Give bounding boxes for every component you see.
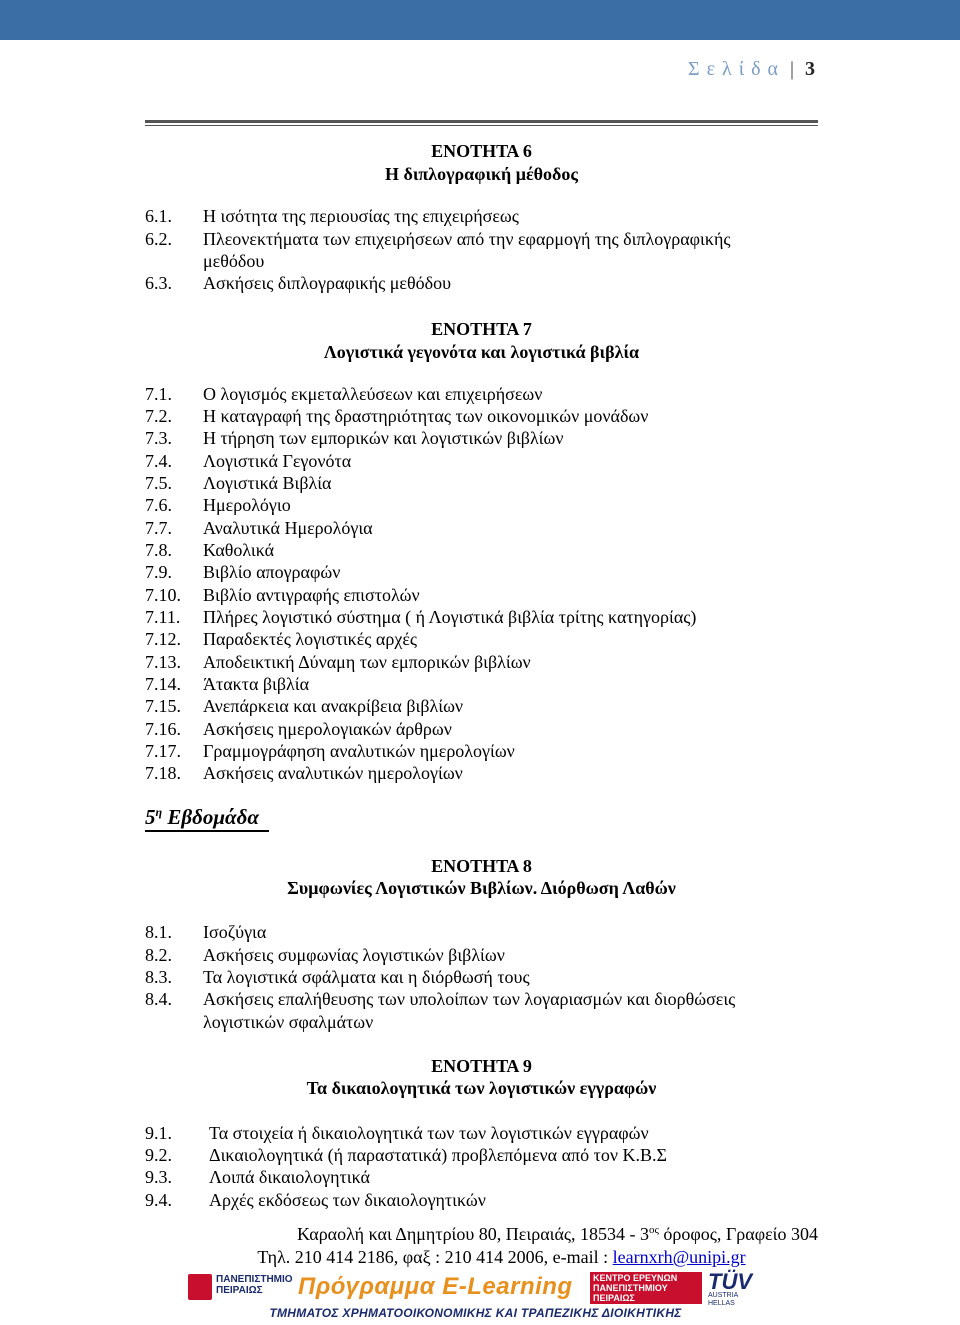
list-item-continuation: λογιστικών σφαλμάτων bbox=[203, 1012, 374, 1032]
list-item: 7.3. Η τήρηση των εμπορικών και λογιστικών βιβλίων bbox=[145, 428, 564, 448]
page-header bbox=[688, 58, 815, 81]
list-item: 9.4. Αρχές εκδόσεως των δικαιολογητικών bbox=[145, 1190, 486, 1210]
list-item: 6.2. Πλεονεκτήματα των επιχειρήσεων από την εφαρμογή της διπλογραφικής bbox=[145, 229, 731, 249]
unit9-title: ΕΝΟΤΗΤΑ 9 bbox=[431, 1056, 532, 1076]
list-item: 9.1. Τα στοιχεία ή δικαιολογητικά των των λογιστικών εγγραφών bbox=[145, 1123, 649, 1143]
list-item: 7.14. Άτακτα βιβλία bbox=[145, 674, 310, 694]
page-label: Σελίδα bbox=[687, 58, 785, 80]
unit7-title: ΕΝΟΤΗΤΑ 7 bbox=[431, 319, 532, 339]
list-item: 7.12. Παραδεκτές λογιστικές αρχές bbox=[145, 629, 418, 649]
list-item: 7.15. Ανεπάρκεια και ανακρίβεια βιβλίων bbox=[145, 696, 464, 716]
list-item: 7.2. Η καταγραφή της δραστηριότητας των οικονομικών μονάδων bbox=[145, 406, 649, 426]
list-item: 9.3. Λοιπά δικαιολογητικά bbox=[145, 1167, 370, 1187]
list-item: 7.16. Ασκήσεις ημερολογιακών άρθρων bbox=[145, 719, 452, 739]
university-logo: ΠΑΝΕΠΙΣΤΗΜΙΟ ΠΕΙΡΑΙΩΣ bbox=[188, 1272, 293, 1302]
page-number: 3 bbox=[805, 58, 815, 80]
list-item-continuation: μεθόδου bbox=[203, 251, 265, 271]
week-number: 5 bbox=[145, 805, 156, 829]
list-item: 6.1. Η ισότητα της περιουσίας της επιχειρήσεως bbox=[145, 206, 519, 226]
unit8-title: ΕΝΟΤΗΤΑ 8 bbox=[431, 856, 532, 876]
elearning-logo: Πρόγραμμα E-Learning bbox=[298, 1273, 573, 1300]
list-item: 7.17. Γραμμογράφηση αναλυτικών ημερολογίων bbox=[145, 741, 515, 761]
week-label: Εβδομάδα bbox=[167, 805, 260, 829]
university-shield-icon bbox=[188, 1274, 212, 1300]
list-item: 8.3. Τα λογιστικά σφάλματα και η διόρθωσή τους bbox=[145, 967, 530, 987]
footer-address: Καραολή και Δημητρίου 80, Πειραιάς, $18534 - 3^{o\varsigma}$ όροφος, Γραφείο 304 bbox=[296, 1224, 818, 1244]
unit9-subtitle: Τα δικαιολογητικά των λογιστικών εγγραφών bbox=[306, 1078, 657, 1098]
unit8-subtitle: Συμφωνίες Λογιστικών Βιβλίων. Διόρθωση Λαθών bbox=[287, 878, 676, 898]
list-item: 7.8. Καθολικά bbox=[145, 540, 275, 560]
list-item: 7.6. Ημερολόγιο bbox=[145, 495, 291, 515]
page-separator: | bbox=[789, 58, 794, 80]
unit6-title: ΕΝΟΤΗΤΑ 6 bbox=[431, 141, 532, 161]
list-item: 7.13. Αποδεικτική Δύναμη των εμπορικών βιβλίων bbox=[145, 652, 531, 672]
list-item: 7.7. Αναλυτικά Ημερολόγια bbox=[145, 518, 373, 538]
list-item: 8.2. Ασκήσεις συμφωνίας λογιστικών βιβλίων bbox=[145, 945, 505, 965]
list-item: 9.2. Δικαιολογητικά (ή παραστατικά) προβλεπόμενα από τον Κ.Β.Σ bbox=[145, 1145, 667, 1165]
week-heading bbox=[145, 805, 259, 830]
list-item: 7.11. Πλήρες λογιστικό σύστημα ( ή Λογιστικά βιβλία τρίτης κατηγορίας) bbox=[145, 607, 697, 627]
list-item: 7.5. Λογιστικά Βιβλία bbox=[145, 473, 332, 493]
header-rule-thick bbox=[145, 120, 818, 123]
list-item: 7.10. Βιβλίο αντιγραφής επιστολών bbox=[145, 585, 420, 605]
department-banner: ΤΜΗΜΑΤΟΣ ΧΡΗΜΑΤΟΟΙΚΟΝΟΜΙΚΗΣ ΚΑΙ ΤΡΑΠΕΖΙΚΗΣ ΔΙΟΙΚΗΤΙΚΗΣ bbox=[269, 1306, 682, 1320]
list-item: 7.1. Ο λογισμός εκμεταλλεύσεων και επιχειρήσεων bbox=[145, 384, 543, 404]
list-item: 7.18. Ασκήσεις αναλυτικών ημερολογίων bbox=[145, 763, 463, 783]
top-color-bar bbox=[0, 0, 960, 40]
list-item: 6.3. Ασκήσεις διπλογραφικής μεθόδου bbox=[145, 273, 451, 293]
logo-bar bbox=[188, 1269, 763, 1325]
research-center-logo: ΚΕΝΤΡΟ ΕΡΕΥΝΩΝ ΠΑΝΕΠΙΣΤΗΜΙΟΥ ΠΕΙΡΑΙΩΣ bbox=[590, 1272, 702, 1302]
list-item: 7.4. Λογιστικά Γεγονότα bbox=[145, 451, 352, 471]
list-item: 8.1. Ισοζύγια bbox=[145, 922, 267, 942]
week-heading-underline bbox=[145, 830, 269, 832]
tuv-logo: TÜV AUSTRIA HELLAS bbox=[708, 1269, 752, 1307]
week-number-suffix: η bbox=[155, 805, 163, 819]
unit6-subtitle: Η διπλογραφική μέθοδος bbox=[385, 164, 578, 184]
list-item: 7.9. Βιβλίο απογραφών bbox=[145, 562, 341, 582]
footer-contact: Τηλ. 210 414 2186, φαξ : 210 414 2006, e-mail : learnxrh@unipi.gr bbox=[257, 1247, 746, 1267]
email-link[interactable]: learnxrh@unipi.gr bbox=[612, 1247, 746, 1267]
list-item: 8.4. Ασκήσεις επαλήθευσης των υπολοίπων των λογαριασμών και διορθώσεις bbox=[145, 989, 736, 1009]
header-rule-thin bbox=[145, 125, 818, 126]
unit7-subtitle: Λογιστικά γεγονότα και λογιστικά βιβλία bbox=[323, 342, 640, 362]
